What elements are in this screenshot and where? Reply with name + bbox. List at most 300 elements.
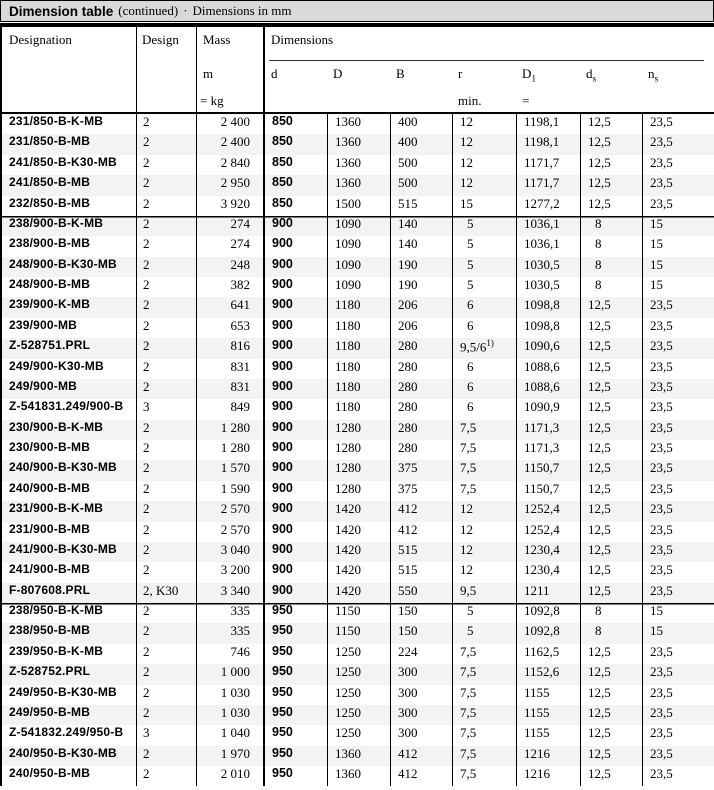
cell-ns: 23,5 [642,705,714,725]
cell-d: 850 [263,175,327,195]
table-row [2,155,714,175]
cell-ds: 12,5 [580,440,642,460]
cell-r: 5 [452,236,516,256]
cell-B: 280 [390,399,452,419]
cell-r: 15 [452,196,516,216]
col-header-dimensions: Dimensions [271,32,334,47]
title-continued: (continued) [118,3,179,18]
cell-ds: 8 [580,623,642,643]
cell-r: 7,5 [452,766,516,786]
col-header-ns: $n_s$ [648,66,659,85]
cell-r: 5 [452,623,516,643]
cell-d: 900 [263,420,327,440]
col-header-d: d [271,66,278,81]
cell-B: 206 [390,297,452,317]
cell-designation: 230/900-B-MB [9,440,91,454]
cell-d: 950 [263,644,327,664]
table-body [2,114,714,786]
table-row [2,501,714,521]
cell-D1: 1230,4 [516,542,580,562]
cell-ns: 23,5 [642,399,714,419]
cell-r: 7,5 [452,685,516,705]
cell-r: 7,5 [452,664,516,684]
cell-B: 515 [390,196,452,216]
cell-designation: 239/900-K-MB [9,297,91,312]
cell-D: 1250 [327,705,390,725]
cell-design: 2 [136,705,196,725]
cell-d: 900 [263,236,327,256]
table-row [2,623,714,643]
cell-B: 500 [390,175,452,195]
cell-r: 12 [452,175,516,195]
cell-D: 1150 [327,603,390,623]
cell-r: 12 [452,542,516,562]
cell-D1: 1171,3 [516,420,580,440]
cell-ds: 12,5 [580,766,642,786]
cell-B: 280 [390,379,452,399]
cell-mass: 2 840 [196,155,263,175]
cell-designation: 231/850-B-K-MB [9,114,104,128]
cell-D: 1280 [327,440,390,460]
cell-D: 1280 [327,460,390,480]
column-divider [196,27,197,112]
cell-B: 300 [390,705,452,725]
cell-design: 2 [136,603,196,623]
cell-designation: 239/900-MB [9,317,78,332]
cell-D1: 1198,1 [516,134,580,154]
cell-D: 1250 [327,664,390,684]
cell-d: 900 [263,277,327,297]
cell-B: 300 [390,725,452,745]
cell-r: 12 [452,134,516,154]
cell-ns: 15 [642,236,714,256]
dimensions-underline [269,60,704,61]
table-row [2,359,714,379]
col-header-mass: Mass [203,32,231,47]
col-header-D: D [333,66,343,81]
cell-D1: 1088,6 [516,379,580,399]
cell-ds: 12,5 [580,746,642,766]
cell-mass: 746 [196,644,263,664]
cell-D: 1090 [327,277,390,297]
cell-ns: 23,5 [642,175,714,195]
cell-designation: Z-541832.249/950-B [9,725,124,740]
cell-design: 2 [136,664,196,684]
table-row [2,583,714,603]
cell-D1: 1098,8 [516,297,580,317]
cell-designation: F-807608.PRL [9,582,91,597]
title-note: Dimensions in mm [192,3,292,18]
table-row [2,420,714,440]
cell-ns: 23,5 [642,664,714,684]
table-row [2,196,714,216]
cell-D1: 1252,4 [516,501,580,521]
cell-ns: 23,5 [642,297,714,317]
cell-ns: 23,5 [642,501,714,521]
cell-r: 7,5 [452,481,516,501]
cell-ds: 12,5 [580,481,642,501]
cell-mass: 849 [196,399,263,419]
cell-D: 1280 [327,420,390,440]
cell-D: 1180 [327,359,390,379]
cell-D1: 1162,5 [516,644,580,664]
col-header-r: r [458,66,463,81]
cell-d: 900 [263,562,327,582]
cell-design: 2 [136,685,196,705]
cell-d: 900 [263,338,327,358]
cell-d: 950 [263,725,327,745]
cell-d: 850 [263,155,327,175]
cell-r: 12 [452,501,516,521]
cell-B: 412 [390,501,452,521]
cell-ns: 23,5 [642,562,714,582]
cell-B: 515 [390,542,452,562]
cell-D: 1360 [327,766,390,786]
cell-mass: 641 [196,297,263,317]
cell-mass: 274 [196,216,263,236]
cell-ns: 23,5 [642,318,714,338]
cell-design: 2 [136,440,196,460]
cell-mass: 335 [196,603,263,623]
cell-ds: 12,5 [580,644,642,664]
cell-d: 900 [263,481,327,501]
cell-designation: 239/950-B-K-MB [9,643,104,658]
cell-design: 2 [136,379,196,399]
cell-mass: 1 570 [196,460,263,480]
cell-ns: 23,5 [642,379,714,399]
cell-mass: 1 030 [196,685,263,705]
cell-B: 150 [390,623,452,643]
table-row [2,297,714,317]
table-row [2,338,714,358]
cell-D1: 1216 [516,766,580,786]
cell-mass: 2 570 [196,501,263,521]
col-header-ds: $d_s$ [586,66,597,85]
cell-r: 12 [452,562,516,582]
table-header [2,27,714,114]
cell-r: 7,5 [452,705,516,725]
cell-designation: 238/900-B-MB [9,236,91,251]
cell-D: 1420 [327,562,390,582]
cell-B: 412 [390,766,452,786]
cell-designation: 241/850-B-K30-MB [9,154,117,169]
cell-ds: 8 [580,236,642,256]
cell-ds: 12,5 [580,501,642,521]
cell-D1: 1150,7 [516,460,580,480]
cell-ds: 12,5 [580,359,642,379]
cell-r: 7,5 [452,440,516,460]
cell-r: 7,5 [452,725,516,745]
cell-D1: 1171,7 [516,175,580,195]
cell-mass: 1 040 [196,725,263,745]
cell-designation: 249/900-K30-MB [9,358,104,373]
cell-design: 2 [136,155,196,175]
cell-d: 950 [263,603,327,623]
cell-design: 2 [136,338,196,358]
cell-D1: 1230,4 [516,562,580,582]
cell-design: 2 [136,297,196,317]
cell-design: 2 [136,501,196,521]
cell-r: 7,5 [452,746,516,766]
cell-r: 12 [452,114,516,134]
cell-ds: 12,5 [580,542,642,562]
cell-ns: 23,5 [642,359,714,379]
cell-ds: 12,5 [580,562,642,582]
cell-d: 950 [263,766,327,786]
cell-D: 1180 [327,297,390,317]
cell-D1: 1036,1 [516,216,580,236]
cell-designation: 231/900-B-K-MB [9,501,104,516]
cell-ns: 15 [642,277,714,297]
cell-design: 2 [136,460,196,480]
cell-d: 950 [263,685,327,705]
cell-D1: 1171,3 [516,440,580,460]
cell-D: 1360 [327,175,390,195]
d1-qualifier: = [522,93,530,108]
cell-ns: 23,5 [642,766,714,786]
cell-design: 2 [136,562,196,582]
cell-design: 2 [136,746,196,766]
cell-D1: 1277,2 [516,196,580,216]
cell-ds: 8 [580,257,642,277]
cell-r: 5 [452,257,516,277]
table-row [2,236,714,256]
cell-d: 900 [263,379,327,399]
cell-mass: 1 590 [196,481,263,501]
cell-designation: 240/900-B-MB [9,480,91,495]
cell-d: 900 [263,501,327,521]
cell-ns: 23,5 [642,725,714,745]
cell-r: 7,5 [452,420,516,440]
cell-ns: 23,5 [642,481,714,501]
cell-design: 3 [136,725,196,745]
cell-D: 1360 [327,155,390,175]
cell-B: 412 [390,746,452,766]
col-header-B: B [396,66,405,81]
cell-designation: 240/900-B-K30-MB [9,460,117,475]
cell-d: 900 [263,216,327,236]
cell-B: 412 [390,522,452,542]
cell-ns: 23,5 [642,746,714,766]
cell-D: 1150 [327,623,390,643]
cell-r: 5 [452,277,516,297]
cell-design: 2 [136,236,196,256]
cell-designation: 240/950-B-MB [9,766,91,780]
cell-B: 400 [390,114,452,134]
column-divider [136,27,137,112]
cell-ns: 23,5 [642,134,714,154]
cell-design: 2 [136,766,196,786]
cell-d: 900 [263,257,327,277]
cell-ns: 23,5 [642,440,714,460]
cell-B: 140 [390,216,452,236]
cell-design: 2 [136,175,196,195]
page-title: Dimension table [9,3,114,19]
cell-ds: 8 [580,216,642,236]
cell-r: 6 [452,399,516,419]
cell-design: 2 [136,318,196,338]
cell-D: 1090 [327,257,390,277]
cell-ds: 12,5 [580,297,642,317]
cell-D1: 1211 [516,583,580,603]
cell-ds: 12,5 [580,705,642,725]
cell-D: 1420 [327,522,390,542]
table-row [2,685,714,705]
cell-ns: 23,5 [642,155,714,175]
cell-mass: 1 280 [196,420,263,440]
cell-designation: 249/900-MB [9,378,78,393]
cell-r: 7,5 [452,644,516,664]
cell-d: 900 [263,297,327,317]
cell-D1: 1090,6 [516,338,580,358]
cell-B: 280 [390,359,452,379]
cell-B: 206 [390,318,452,338]
cell-D: 1090 [327,216,390,236]
dimensions-group-divider [263,27,265,112]
cell-D1: 1090,9 [516,399,580,419]
cell-r: 6 [452,318,516,338]
cell-d: 950 [263,623,327,643]
cell-designation: 241/850-B-MB [9,175,91,190]
cell-mass: 274 [196,236,263,256]
table-row [2,440,714,460]
cell-r: 12 [452,155,516,175]
cell-ns: 23,5 [642,114,714,134]
cell-designation: 238/900-B-K-MB [9,215,104,230]
cell-designation: Z-541831.249/900-B [9,399,124,414]
cell-mass: 248 [196,257,263,277]
cell-B: 190 [390,257,452,277]
cell-r: 5 [452,216,516,236]
cell-ds: 8 [580,603,642,623]
cell-D1: 1098,8 [516,318,580,338]
cell-D: 1500 [327,196,390,216]
table-row [2,766,714,786]
cell-ds: 12,5 [580,114,642,134]
cell-designation: 249/950-B-MB [9,704,91,719]
table-row [2,134,714,154]
mass-symbol: m [203,66,214,81]
cell-designation: 231/850-B-MB [9,134,91,149]
cell-D1: 1152,6 [516,664,580,684]
table-row [2,399,714,419]
cell-D1: 1036,1 [516,236,580,256]
table-row [2,664,714,684]
cell-D1: 1216 [516,746,580,766]
cell-mass: 1 970 [196,746,263,766]
col-header-designation: Designation [9,32,72,47]
cell-D: 1360 [327,134,390,154]
cell-designation: Z-528751.PRL [9,338,91,353]
cell-D1: 1030,5 [516,257,580,277]
cell-ds: 8 [580,277,642,297]
table-row [2,644,714,664]
cell-mass: 3 200 [196,562,263,582]
cell-ds: 12,5 [580,583,642,603]
cell-mass: 831 [196,379,263,399]
cell-r: 7,5 [452,460,516,480]
cell-r: 9,5 [452,583,516,603]
cell-ds: 12,5 [580,175,642,195]
cell-r: 6 [452,359,516,379]
cell-d: 950 [263,664,327,684]
cell-mass: 3 920 [196,196,263,216]
cell-ds: 12,5 [580,725,642,745]
cell-ns: 23,5 [642,460,714,480]
cell-d: 900 [263,460,327,480]
cell-designation: 241/900-B-K30-MB [9,541,117,556]
cell-mass: 3 040 [196,542,263,562]
cell-D: 1420 [327,583,390,603]
cell-ds: 12,5 [580,338,642,358]
cell-B: 375 [390,481,452,501]
cell-D1: 1198,1 [516,114,580,134]
cell-ds: 12,5 [580,134,642,154]
mass-unit: = kg [200,93,224,108]
cell-mass: 335 [196,623,263,643]
cell-ds: 12,5 [580,420,642,440]
cell-B: 300 [390,664,452,684]
cell-B: 224 [390,644,452,664]
cell-r: 6 [452,297,516,317]
cell-mass: 3 340 [196,583,263,603]
cell-d: 900 [263,583,327,603]
cell-d: 900 [263,440,327,460]
cell-mass: 831 [196,359,263,379]
cell-B: 280 [390,338,452,358]
cell-mass: 2 400 [196,114,263,134]
cell-d: 900 [263,522,327,542]
cell-D: 1180 [327,399,390,419]
cell-D: 1250 [327,725,390,745]
dimension-table [0,27,714,786]
cell-B: 280 [390,440,452,460]
cell-ds: 12,5 [580,155,642,175]
cell-designation: 238/950-B-K-MB [9,603,104,617]
cell-ns: 23,5 [642,685,714,705]
table-row [2,379,714,399]
cell-mass: 382 [196,277,263,297]
col-header-D1: $D_1$ [522,66,537,85]
cell-D1: 1092,8 [516,623,580,643]
cell-designation: 230/900-B-K-MB [9,419,104,434]
title-separator: · [183,3,188,18]
cell-design: 2 [136,277,196,297]
cell-B: 400 [390,134,452,154]
cell-designation: 232/850-B-MB [9,195,91,210]
cell-designation: 249/950-B-K30-MB [9,684,117,699]
cell-ns: 23,5 [642,196,714,216]
cell-design: 2 [136,623,196,643]
cell-ds: 12,5 [580,522,642,542]
cell-d: 900 [263,318,327,338]
cell-B: 300 [390,685,452,705]
cell-ds: 12,5 [580,664,642,684]
cell-design: 2 [136,420,196,440]
table-row [2,481,714,501]
table-row [2,603,714,623]
cell-D: 1360 [327,746,390,766]
cell-ns: 15 [642,623,714,643]
cell-design: 2 [136,114,196,134]
cell-design: 2 [136,257,196,277]
cell-D1: 1030,5 [516,277,580,297]
cell-B: 140 [390,236,452,256]
cell-mass: 2 400 [196,134,263,154]
cell-design: 2, K30 [136,583,196,603]
cell-D1: 1150,7 [516,481,580,501]
cell-design: 2 [136,216,196,236]
